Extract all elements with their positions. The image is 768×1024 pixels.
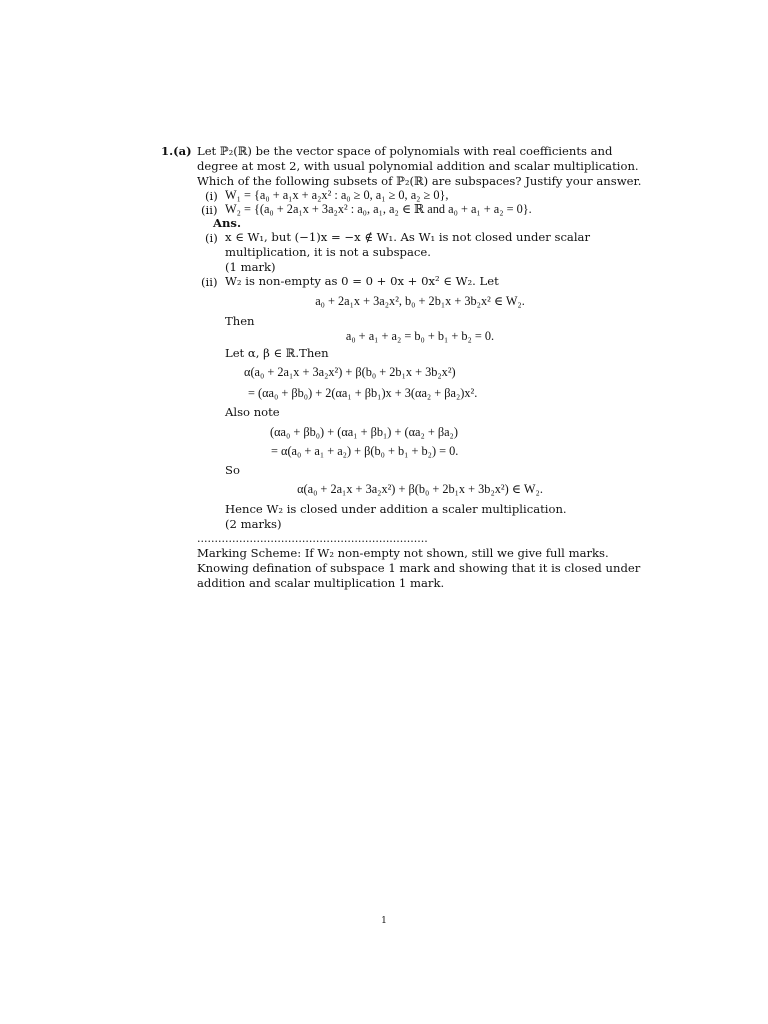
equation-4b: = α(a₀ + a₁ + a₂) + β(b₀ + b₁ + b₂) = 0. xyxy=(271,444,459,458)
part-ii-text: W₂ = {(a₀ + 2a₁x + 3a₂x² : a₀, a₁, a₂ ∈ ℝ and a₀ + a₁ + a₂ = 0}. xyxy=(225,202,532,216)
hence-text: Hence W₂ is closed under addition a scaler multiplication. xyxy=(225,502,567,516)
question-line-2: degree at most 2, with usual polynomial addition and scalar multiplication. xyxy=(197,159,639,173)
question-number: 1.(a) xyxy=(161,144,192,158)
answer-ii-marks: (2 marks) xyxy=(225,517,282,531)
let-text: Let α, β ∈ ℝ.Then xyxy=(225,346,329,360)
so-text: So xyxy=(225,463,240,477)
answer-i-line-2: multiplication, it is not a subspace. xyxy=(225,245,431,259)
answer-i-marks: (1 mark) xyxy=(225,260,276,274)
answer-ii-label: (ii) xyxy=(201,275,218,289)
marking-scheme-line-3: addition and scalar multiplication 1 mark. xyxy=(197,576,445,590)
question-line-1: Let ℙ₂(ℝ) be the vector space of polynomials with real coefficients and xyxy=(197,144,613,158)
marking-scheme-line-2: Knowing defination of subspace 1 mark and showing that it is closed under xyxy=(197,561,641,575)
page-number: 1 xyxy=(381,916,387,926)
equation-3a: α(a₀ + 2a₁x + 3a₂x²) + β(b₀ + 2b₁x + 3b₂x²) xyxy=(244,365,456,379)
answer-i-label: (i) xyxy=(205,231,218,245)
answer-i-line-1: x ∈ W₁, but (−1)x = −x ∉ W₁. As W₁ is not closed under scalar xyxy=(225,230,591,244)
answer-ii-line-1: W₂ is non-empty as 0 = 0 + 0x + 0x² ∈ W₂. Let xyxy=(225,274,499,288)
question-line-3: Which of the following subsets of ℙ₂(ℝ) are subspaces? Justify your answer. xyxy=(197,174,642,188)
part-i-label: (i) xyxy=(205,189,218,203)
equation-5: α(a₀ + 2a₁x + 3a₂x²) + β(b₀ + 2b₁x + 3b₂x²) ∈ W₂. xyxy=(297,482,543,496)
equation-1: a₀ + 2a₁x + 3a₂x², b₀ + 2b₁x + 3b₂x² ∈ W₂. xyxy=(315,294,525,308)
equation-2: a₀ + a₁ + a₂ = b₀ + b₁ + b₂ = 0. xyxy=(345,329,495,343)
then-text: Then xyxy=(225,314,255,328)
equation-4a: (αa₀ + βb₀) + (αa₁ + βb₁) + (αa₂ + βa₂) xyxy=(270,425,458,439)
answer-heading: Ans. xyxy=(213,216,241,230)
equation-3b: = (αa₀ + βb₀) + 2(αa₁ + βb₁)x + 3(αa₂ + βa₂)x². xyxy=(248,386,478,400)
also-note-text: Also note xyxy=(225,405,280,419)
part-i-text: W₁ = {a₀ + a₁x + a₂x² : a₀ ≥ 0, a₁ ≥ 0, a₂ ≥ 0}, xyxy=(225,188,449,202)
dotted-separator: .................................................................. xyxy=(197,532,428,545)
part-ii-label: (ii) xyxy=(201,203,218,217)
marking-scheme-line-1: Marking Scheme: If W₂ non-empty not shown, still we give full marks. xyxy=(197,546,609,560)
